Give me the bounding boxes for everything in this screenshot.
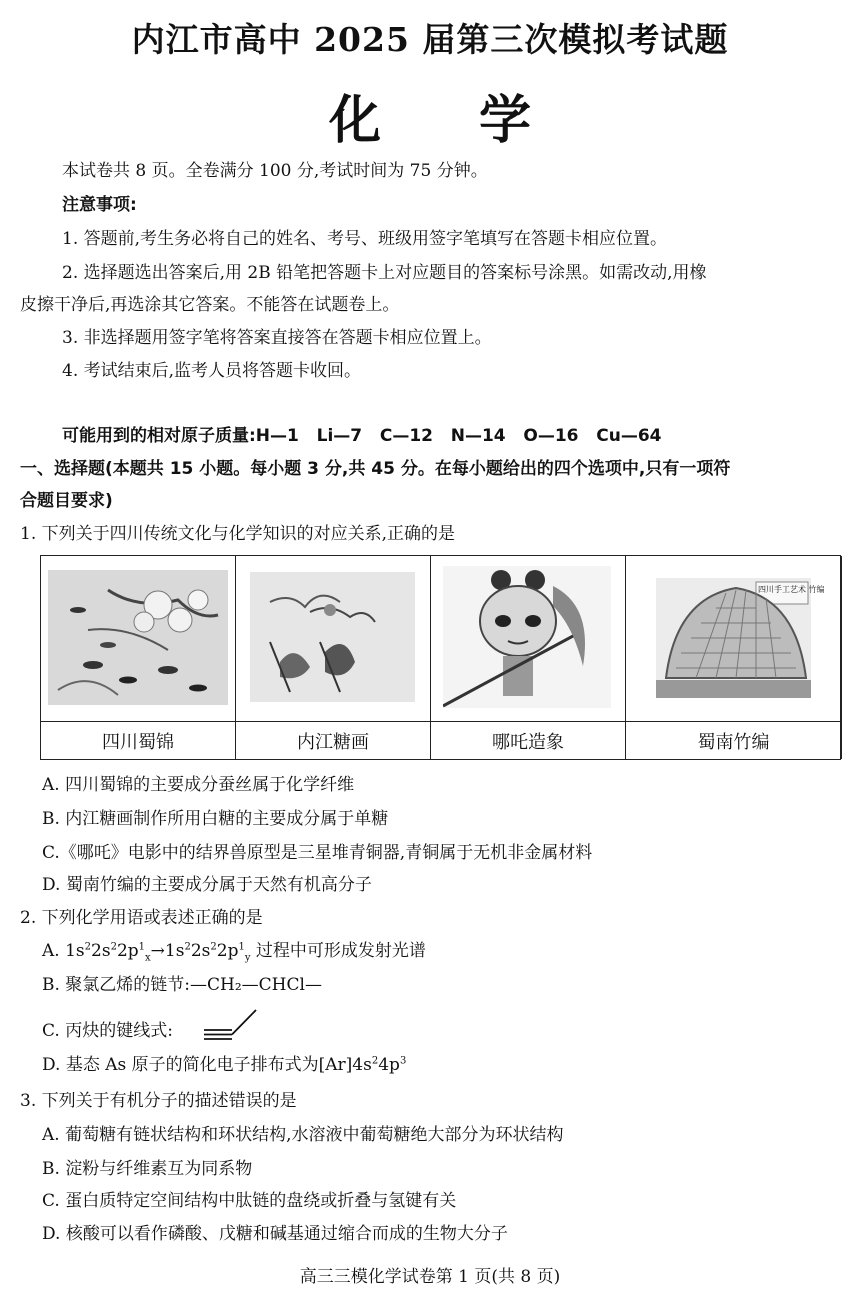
q2-a-sup: 1	[238, 941, 245, 953]
caption-nezha: 哪吒造象	[492, 732, 564, 753]
q2-option-c	[42, 1020, 173, 1042]
section1-line1: 一、选择题(本题共 15 小题。每小题 3 分,共 45 分。在每小题给出的四个选项中,只有一项符	[20, 459, 731, 479]
exam-title: 内江市高中 2025 届第三次模拟考试题	[131, 20, 729, 59]
caption-bamboo-weaving: 蜀南竹编	[697, 732, 770, 753]
q2-a-sub: x	[145, 952, 151, 964]
q1-option-d: D. 蜀南竹编的主要成分属于天然有机高分子	[42, 875, 372, 895]
q2-a-sup: 2	[110, 941, 117, 953]
q2-option-d	[42, 1054, 406, 1076]
caption-shu-brocade: 四川蜀锦	[102, 732, 174, 753]
bamboo-weaving-cell	[626, 556, 842, 759]
q3-option-a: A. 葡萄糖有链状结构和环状结构,水溶液中葡萄糖绝大部分为环状结构	[42, 1125, 564, 1145]
q2-a-sup: 2	[210, 941, 217, 953]
q2-a-2p: 2p	[216, 941, 239, 961]
note-item-4: 4. 考试结束后,监考人员将答题卡收回。	[62, 361, 362, 381]
bamboo-weaving-image	[656, 578, 811, 698]
q2-c-text: C. 丙炔的键线式:	[42, 1021, 173, 1041]
q2-d-4p: 4p	[378, 1055, 400, 1075]
notes-heading: 注意事项:	[62, 195, 137, 215]
note-item-3: 3. 非选择题用签字笔将答案直接答在答题卡相应位置上。	[62, 328, 492, 348]
exam-subject: 化 学	[328, 90, 572, 151]
page-footer: 高三三模化学试卷第 1 页(共 8 页)	[299, 1267, 561, 1287]
q2-a-2s: 2s	[91, 941, 111, 961]
q2-a-text: 过程中可形成发射光谱	[250, 941, 426, 961]
q2-a-sup: 2	[84, 941, 92, 953]
note-item-2a: 2. 选择题选出答案后,用 2B 铅笔把答题卡上对应题目的答案标号涂黑。如需改动,用橡	[62, 263, 707, 283]
q3-option-c: C. 蛋白质特定空间结构中肽链的盘绕或折叠与氢键有关	[42, 1191, 457, 1211]
shu-brocade-cell	[41, 556, 236, 759]
q2-a-label: A.	[42, 941, 66, 961]
q2-a-1s: 1s	[164, 941, 185, 961]
shu-brocade-image	[48, 570, 228, 705]
table-divider	[41, 721, 840, 722]
q1-image-table	[40, 555, 841, 760]
q1-option-c: C.《哪吒》电影中的结界兽原型是三星堆青铜器,青铜属于无机非金属材料	[42, 843, 593, 863]
caption-sugar-painting: 内江糖画	[297, 732, 369, 753]
sugar-painting-cell	[236, 556, 431, 759]
q2-d-sup: 3	[399, 1055, 407, 1067]
note-item-2b: 皮擦干净后,再选涂其它答案。不能答在试题卷上。	[20, 295, 400, 315]
nezha-cell	[431, 556, 626, 759]
q1-stem: 1. 下列关于四川传统文化与化学知识的对应关系,正确的是	[20, 524, 456, 544]
q2-option-a	[42, 940, 426, 962]
q2-a-arrow: →	[150, 941, 165, 961]
propyne-skeletal-icon	[202, 1006, 262, 1040]
sugar-painting-image	[250, 572, 415, 702]
intro-text: 本试卷共 8 页。全卷满分 100 分,考试时间为 75 分钟。	[62, 161, 488, 181]
q1-option-b: B. 内江糖画制作所用白糖的主要成分属于单糖	[42, 809, 389, 829]
q2-a-2s: 2s	[190, 941, 211, 961]
q2-a-sup: 1	[138, 941, 146, 953]
q2-option-b: B. 聚氯乙烯的链节:—CH₂—CHCl—	[42, 975, 322, 995]
q2-a-2p: 2p	[116, 941, 139, 961]
q2-a-1s: 1s	[65, 941, 85, 961]
q3-option-d: D. 核酸可以看作磷酸、戊糖和碱基通过缩合而成的生物大分子	[42, 1224, 508, 1244]
note-item-1: 1. 答题前,考生务必将自己的姓名、考号、班级用签字笔填写在答题卡相应位置。	[62, 229, 668, 249]
atomic-mass-line: 可能用到的相对原子质量:H—1 Li—7 C—12 N—14 O—16 Cu—64	[62, 426, 662, 446]
q2-d-sup: 2	[371, 1055, 379, 1067]
q2-stem: 2. 下列化学用语或表述正确的是	[20, 908, 263, 928]
q3-option-b: B. 淀粉与纤维素互为同系物	[42, 1159, 253, 1179]
q3-stem: 3. 下列关于有机分子的描述错误的是	[20, 1091, 297, 1111]
nezha-image	[443, 566, 611, 708]
section1-line2: 合题目要求)	[20, 491, 113, 511]
q2-d-text: D. 基态 As 原子的简化电子排布式为[Ar]4s	[42, 1055, 372, 1075]
q2-a-sup: 2	[184, 941, 191, 953]
q2-a-sub: y	[244, 952, 251, 964]
bamboo-weaving-box-text: 四川手工艺术 竹编	[758, 585, 825, 594]
q1-option-a: A. 四川蜀锦的主要成分蚕丝属于化学纤维	[42, 775, 355, 795]
